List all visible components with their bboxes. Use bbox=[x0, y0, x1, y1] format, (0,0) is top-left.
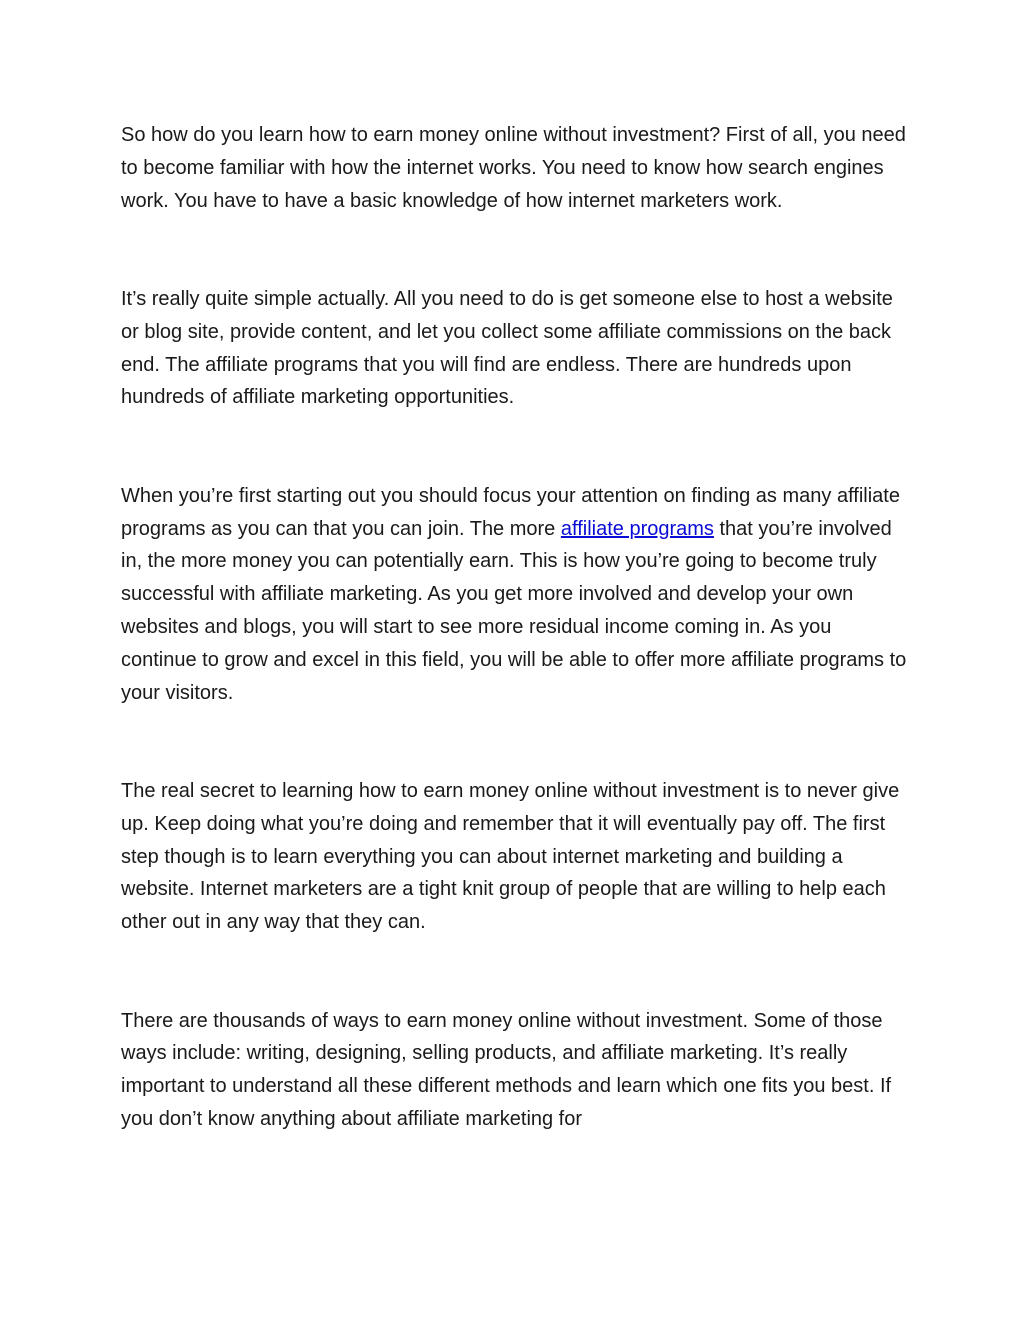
document-body bbox=[121, 119, 911, 1201]
paragraph-3 bbox=[121, 480, 911, 710]
paragraph-3-text-before: When you’re first starting out you should focus your attention on finding as many affiliate programs as you can that you can join. The more bbox=[121, 484, 900, 540]
affiliate-programs-link[interactable]: affiliate programs bbox=[560, 517, 714, 540]
paragraph-3-text-after: that you’re involved in, the more money you can potentially earn. This is how you’re going to become truly successful with affiliate marketing. As you get more involved and develop your own websites and blogs, you will start to see more residual income coming in. As you continue to grow and excel in this field, you will be able to offer more affiliate programs to your visitors. bbox=[121, 517, 907, 704]
paragraph-1: So how do you learn how to earn money online without investment? First of all, you need to become familiar with how the internet works. You need to know how search engines work. You have to have a basic knowledge of how internet marketers work. bbox=[121, 124, 906, 212]
paragraph-4: The real secret to learning how to earn money online without investment is to never give up. Keep doing what you’re doing and remember that it will eventually pay off. The first step though is to learn everything you can about internet marketing and building a website. Internet marketers are a tight knit group of people that are willing to help each other out in any way that they can. bbox=[121, 779, 900, 934]
paragraph-5: There are thousands of ways to earn money online without investment. Some of those ways include: writing, designing, selling products, and affiliate marketing. It’s really important to understand all these different methods and learn which one fits you best. If you don’t know anything about affiliate marketing for bbox=[121, 1009, 892, 1130]
paragraph-2: It’s really quite simple actually. All you need to do is get someone else to host a website or blog site, provide content, and let you collect some affiliate commissions on the back end. The affiliate programs that you will find are endless. There are hundreds upon hundreds of affiliate marketing opportunities. bbox=[121, 287, 893, 409]
